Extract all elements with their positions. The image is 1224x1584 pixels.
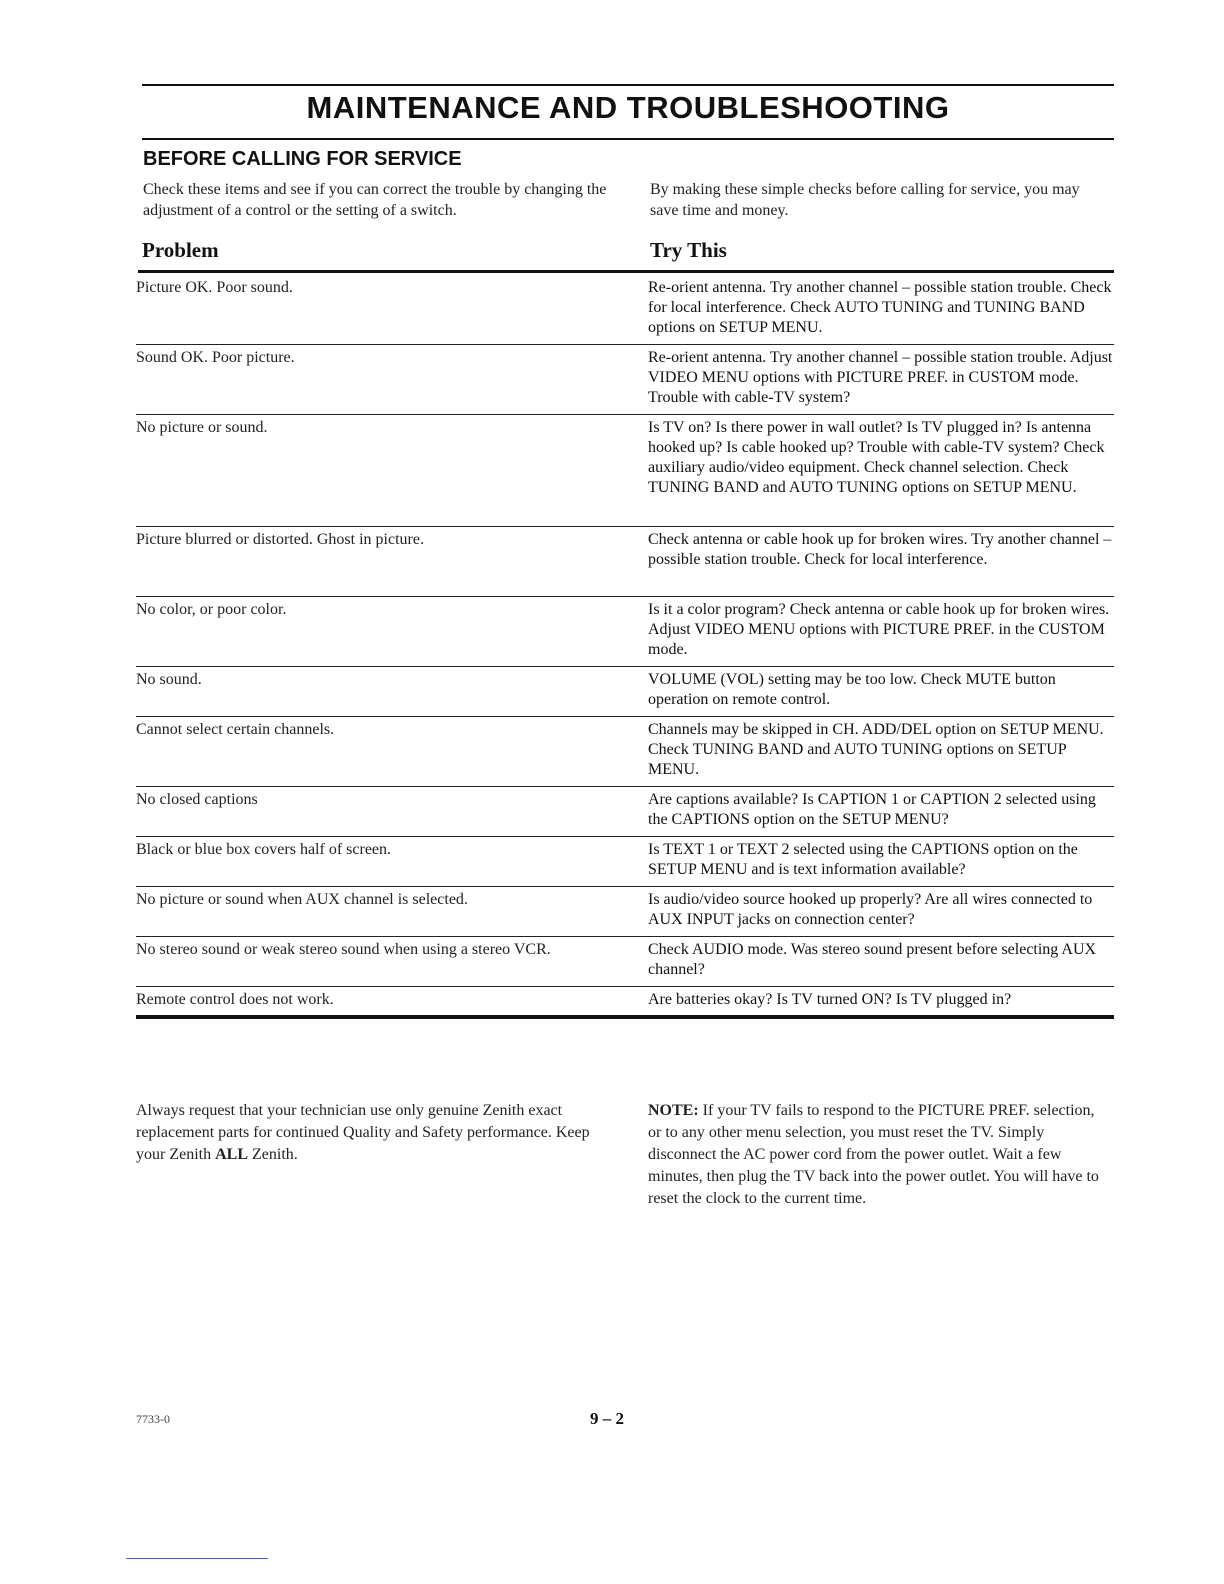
table-row [136,837,1114,887]
reset-note [648,1100,1110,1210]
solution-cell: Is audio/video source hooked up properly? Are all wires connected to AUX INPUT jacks on connection center? [648,891,1093,928]
table-row [136,887,1114,937]
genuine-parts-text: Always request that your technician use only genuine Zenith exact replacement parts for continued Quality and Safety performance. Keep your Zenith [136,1102,590,1163]
genuine-parts-text-end: Zenith. [248,1146,298,1163]
column-header-try-this: Try This [650,238,727,262]
title-rule [142,138,1114,140]
problem-cell: Black or blue box covers half of screen. [136,841,392,858]
solution-cell: Are captions available? Is CAPTION 1 or CAPTION 2 selected using the CAPTIONS option on the SETUP MENU? [648,791,1096,828]
genuine-parts-note [136,1100,606,1166]
problem-cell: No stereo sound or weak stereo sound when using a stereo VCR. [136,941,551,958]
solution-cell: Channels may be skipped in CH. ADD/DEL option on SETUP MENU. Check TUNING BAND and AUTO TUNING options on SETUP MENU. [648,721,1104,778]
table-row [136,987,1114,1019]
solution-cell: Check antenna or cable hook up for broken wires. Try another channel – possible station trouble. Check for local interference. [648,531,1112,568]
document-code: 7733-0 [136,1412,170,1426]
section-heading: BEFORE CALLING FOR SERVICE [143,148,462,170]
problem-cell: No picture or sound. [136,419,268,436]
solution-cell: Re-orient antenna. Try another channel – possible station trouble. Check for local interference. Check AUTO TUNING and TUNING BAND options on SETUP MENU. [648,279,1112,336]
column-header-problem: Problem [142,238,219,262]
table-row [136,597,1114,667]
solution-cell: VOLUME (VOL) setting may be too low. Check MUTE button operation on remote control. [648,671,1056,708]
solution-cell: Re-orient antenna. Try another channel – possible station trouble. Adjust VIDEO MENU options with PICTURE PREF. in CUSTOM mode. Trouble with cable-TV system? [648,349,1113,406]
top-rule [142,84,1114,86]
problem-cell: Cannot select certain channels. [136,721,335,738]
table-row [136,717,1114,787]
table-row [136,937,1114,987]
table-row [136,527,1114,597]
header-rule [138,270,1114,273]
page-number: 9 – 2 [590,1409,624,1428]
table-row [136,787,1114,837]
table-row [136,345,1114,415]
table-row [136,275,1114,345]
problem-cell: No picture or sound when AUX channel is selected. [136,891,468,908]
problem-cell: Picture blurred or distorted. Ghost in picture. [136,531,424,548]
problem-cell: Sound OK. Poor picture. [136,349,295,366]
note-label: NOTE: [648,1102,699,1119]
table-row [136,415,1114,527]
note-text: If your TV fails to respond to the PICTURE PREF. selection, or to any other menu selection, you must reset the TV. Simply disconnect the AC power cord from the power outlet. Wait a few minutes, then plug the TV back into the power outlet. You will have to reset the clock to the current time. [648,1102,1099,1207]
solution-cell: Is TEXT 1 or TEXT 2 selected using the CAPTIONS option on the SETUP MENU and is text information available? [648,841,1078,878]
solution-cell: Is TV on? Is there power in wall outlet? Is TV plugged in? Is antenna hooked up? Is cable hooked up? Trouble with cable-TV system? Check auxiliary audio/video equipment. Check channel selection. Check TUNING BAND and AUTO TUNING options on SETUP MENU. [648,419,1105,496]
scan-edge-line [126,1558,268,1559]
problem-cell: Remote control does not work. [136,991,334,1008]
problem-cell: No color, or poor color. [136,601,287,618]
problem-cell: Picture OK. Poor sound. [136,279,293,296]
solution-cell: Is it a color program? Check antenna or cable hook up for broken wires. Adjust VIDEO MENU options with PICTURE PREF. in the CUSTOM mode. [648,601,1110,658]
intro-right: By making these simple checks before calling for service, you may save time and money. [650,181,1080,219]
solution-cell: Are batteries okay? Is TV turned ON? Is TV plugged in? [648,991,1012,1008]
problem-cell: No closed captions [136,791,258,808]
page-title: MAINTENANCE AND TROUBLESHOOTING [306,90,950,125]
genuine-parts-emphasis: ALL [215,1146,248,1163]
troubleshooting-table [136,275,1114,1019]
table-row [136,667,1114,717]
problem-cell: No sound. [136,671,202,688]
intro-left: Check these items and see if you can correct the trouble by changing the adjustment of a control or the setting of a switch. [143,181,607,219]
solution-cell: Check AUDIO mode. Was stereo sound present before selecting AUX channel? [648,941,1097,978]
